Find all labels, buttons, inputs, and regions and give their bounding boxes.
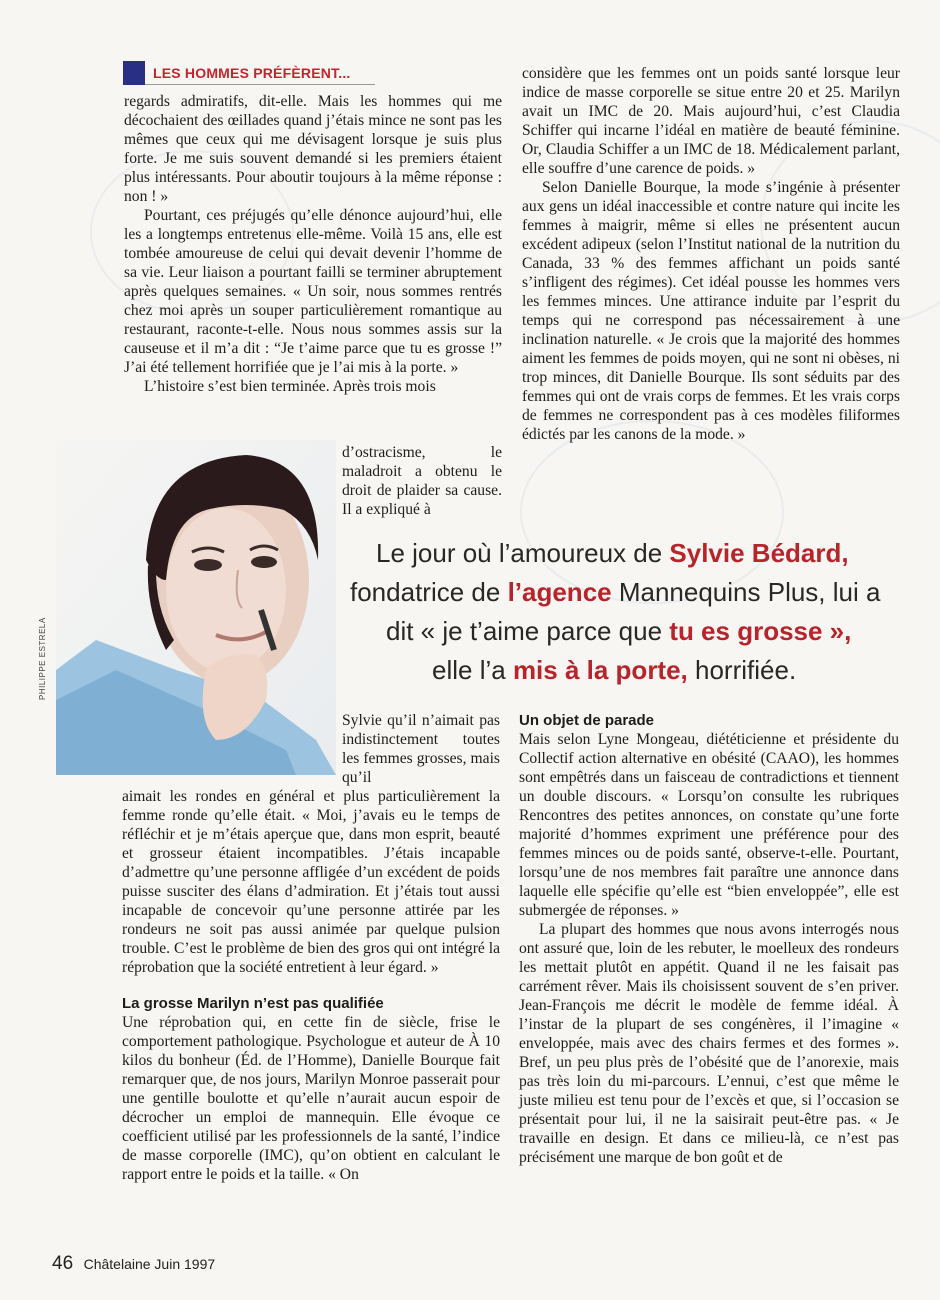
left-column-bottom (122, 787, 500, 1184)
photo-credit: PHILIPPE ESTRELA (38, 617, 47, 700)
pull-quote-text: Le jour où l’amoureux de (376, 538, 670, 568)
section-marker-icon (123, 61, 145, 85)
left-column-top (124, 92, 502, 396)
paragraph: Mais selon Lyne Mongeau, diététicienne et présidente du Collectif action alternative en obésité (CAAO), les hommes sont empêtrés dans un faisceau de contradictions et tiennent un double discours. « Lorsqu’on consulte les rubriques Rencontres des petites annonces, on constate qu’une forte majorité d’hommes expriment une préférence pour des femmes minces ou de poids santé, observe-t-elle. Pourtant, lorsqu’une de nos membres fait paraître une annonce dans laquelle elle spécifie qu’elle est “bien enveloppée”, elle est submergée de réponses. » (519, 731, 899, 919)
paragraph: L’histoire s’est bien terminée. Après trois mois (144, 378, 436, 395)
portrait-photo (56, 440, 336, 775)
pull-quote-highlight: tu es grosse », (669, 616, 852, 646)
pull-quote-text: elle l’a (432, 655, 513, 685)
right-column-top (522, 64, 900, 444)
subheading: La grosse Marilyn n’est pas qualifiée (122, 995, 384, 1012)
pull-quote-line-3 (386, 616, 851, 647)
paragraph: La plupart des hommes que nous avons interrogés nous ont assuré que, loin de les rebuter, le moelleux des rondeurs les mettait plutôt en appétit. Quand il ne les faisait pas carrément rêver. Mais ils choisissent souvent de s’en priver. Jean-François me décrit le modèle de femme idéal. À l’instar de la plupart de ses congénères, il l’imagine « enveloppée, mais avec des chairs fermes et des formes ». Bref, un peu plus près de l’obésité que de l’anorexie, mais pas très loin du mi-parcours. L’ennui, c’est que même le juste milieu est tenu pour de l’excès et que, si l’occasion se présentait pour lui, il ne la saisirait peut-être pas. « Je travaille en design. Et dans ce milieu-là, ce n’est pas précisément une marque de bon goût et de (519, 921, 899, 1166)
page-footer (52, 1253, 215, 1275)
pull-quote-line-2 (350, 577, 880, 608)
left-column-narrow-top (342, 443, 502, 519)
pull-quote-highlight: l’agence (507, 577, 612, 607)
pull-quote-highlight: Sylvie Bédard, (669, 538, 849, 568)
pull-quote-text: fondatrice de (350, 577, 508, 607)
pull-quote-text: Mannequins Plus, lui a (611, 577, 881, 607)
paragraph: considère que les femmes ont un poids santé lorsque leur indice de masse corporelle se situe entre 20 et 25. Marilyn avait un IMC de 20. Mais aujourd’hui, c’est Claudia Schiffer qui incarne l’idéal en matière de beauté féminine. Or, Claudia Schiffer a un IMC de 18. Médicalement parlant, elle souffre d’une carence de poids. » (522, 65, 900, 177)
right-column-bottom (519, 711, 899, 1167)
page-number: 46 (52, 1253, 74, 1274)
pull-quote-line-4 (432, 655, 796, 686)
paragraph: Sylvie qu’il n’aimait pas indistinctement toutes les femmes grosses, mais qu’il (342, 712, 500, 786)
paragraph: Selon Danielle Bourque, la mode s’ingénie à présenter aux gens un idéal inaccessible et contre nature qui incite les femmes à maigrir, même si elles ne présentent aucun excédent adipeux (selon l’Institut national de la nutrition du Canada, 33 % des femmes affichant un poids santé s’infligent des régimes). Cet idéal pousse les hommes vers les femmes minces. Une attirance induite par l’esprit du temps qui ne correspond pas nécessairement à une inclination naturelle. « Je crois que la majorité des hommes aiment les femmes de poids moyen, qui ne sont ni obèses, ni trop minces, dit Danielle Bourque. Ils sont séduits par des femmes qui ont de vrais corps de femmes. Et les vrais corps de femmes ne correspondent pas à ces modèles filiformes édictés par les canons de la mode. » (522, 179, 900, 443)
magazine-issue: Châtelaine Juin 1997 (83, 1256, 216, 1272)
left-column-narrow-bottom (342, 711, 500, 787)
pull-quote-highlight: mis à la porte, (512, 655, 688, 685)
pull-quote-text: horrifiée. (687, 655, 797, 685)
section-title: LES HOMMES PRÉFÈRENT... (153, 65, 351, 81)
portrait-illustration (56, 440, 336, 775)
paragraph: d’ostracisme, le maladroit a obtenu le droit de plaider sa cause. Il a expliqué à (342, 444, 502, 518)
header-divider (145, 84, 375, 85)
paragraph: aimait les rondes en général et plus particulièrement la femme ronde qu’elle était. « Moi, j’avais eu le temps de réfléchir et je m’étais aperçue que, dans mon esprit, beauté et grosseur étaient incompatibles. J’étais incapable d’admettre qu’une personne affligée d’un excédent de poids puisse susciter des élans d’admiration. Et j’étais tout aussi incapable de concevoir qu’une personne attirée par les rondeurs ne soit pas aussi animée par quelque pulsion trouble. C’est le problème de bien des gros qui ont intégré la réprobation que la société entretient à leur égard. » (122, 788, 500, 976)
paragraph: Une réprobation qui, en cette fin de siècle, frise le comportement pathologique. Psychologue et auteur de À 10 kilos du bonheur (Éd. de l’Homme), Danielle Bourque fait remarquer que, de nos jours, Marilyn Monroe passerait pour une gentille boulotte et qu’elle n’aurait aucun espoir de décrocher un emploi de mannequin. Elle évoque ce coefficient utilisé par les professionnels de la santé, l’indice de masse corporelle (IMC), qu’on obtient en calculant le rapport entre le poids et la taille. « On (122, 1014, 500, 1183)
pull-quote-text: dit « je t’aime parce que (386, 616, 670, 646)
subheading: Un objet de parade (519, 712, 655, 729)
paragraph: Pourtant, ces préjugés qu’elle dénonce aujourd’hui, elle les a longtemps entretenus elle-même. Voilà 15 ans, elle est tombée amoureuse de celui qui devait devenir l’homme de sa vie. Leur liaison a pourtant failli se terminer abruptement après quelques semaines. « Un soir, nous sommes rentrés chez moi après un souper particulièrement romantique au restaurant, raconte-t-elle. Nous nous sommes assis sur la causeuse et il m’a dit : “Je t’aime parce que tu es grosse !” J’ai été tellement horrifiée que je l’ai mis à la porte. » (124, 207, 502, 376)
section-header (123, 61, 351, 85)
paragraph: regards admiratifs, dit-elle. Mais les hommes qui me décochaient des œillades quand j’étais mince ne sont pas les mêmes que ceux qui me dévisagent lorsque je suis plus forte. Je me suis souvent demandé si les premiers étaient plus intéressants. Pour aboutir toujours à la même réponse : non ! » (124, 93, 502, 205)
pull-quote-line-1 (376, 538, 849, 569)
